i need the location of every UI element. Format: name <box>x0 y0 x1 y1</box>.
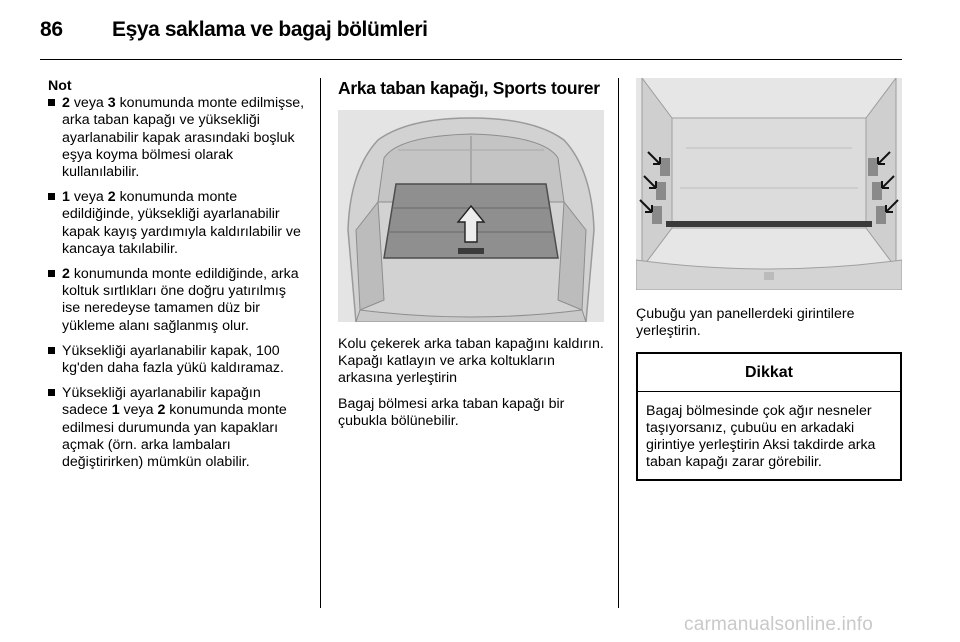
position-number: 1 <box>62 189 70 206</box>
note-text: konumunda monte edildiğinde, arka koltuk sırtlıkları öne doğru yatırılmış ise neredeyse tamamen düz bir yükleme alanı sağlanmış olur. <box>62 266 299 334</box>
position-number: 2 <box>62 266 70 283</box>
caution-title: Dikkat <box>638 354 900 391</box>
note-item <box>48 343 306 377</box>
note-text: konumunda monte edildiğinde, yüksekliği ayarlanabilir kapak kayış yardımıyla kaldırılabilir ve kancaya takılabilir. <box>62 189 301 257</box>
position-number: 2 <box>157 402 166 419</box>
position-number: 3 <box>107 95 116 112</box>
caution-box <box>636 352 902 481</box>
bullet-icon <box>48 193 55 200</box>
divider-bar-illustration <box>636 78 902 290</box>
note-column <box>48 78 306 479</box>
watermark: carmanualsonline.info <box>684 614 874 635</box>
position-number: 2 <box>62 95 70 112</box>
load-floor-section <box>338 78 604 438</box>
bullet-icon <box>48 270 55 277</box>
bullet-icon <box>48 99 55 106</box>
header-rule <box>40 59 902 60</box>
bullet-icon <box>48 389 55 396</box>
caution-text: Bagaj bölmesinde çok ağır nesneler taşıyorsanız, çubuüu en arkadaki girintiye yerleştirin Aksi takdirde arka taban kapağı zarar görebilir. <box>646 402 876 471</box>
section-paragraph-2: Bagaj bölmesi arka taban kapağı bir çubukla bölünebilir. <box>338 395 565 429</box>
note-text: veya <box>69 189 108 206</box>
section-paragraph-1: Kolu çekerek arka taban kapağını kaldırın. Kapağı katlayın ve arka koltukların arkasına yerleştirin <box>338 336 604 387</box>
note-item <box>48 385 306 471</box>
page-title: Eşya saklama ve bagaj bölümleri <box>112 18 428 41</box>
note-text: veya <box>119 402 158 419</box>
note-text: veya <box>69 95 108 112</box>
note-text: Yüksekliği ayarlanabilir kapak, 100 kg'den daha fazla yükü kaldıramaz. <box>62 342 284 377</box>
note-item <box>48 95 306 181</box>
note-text: Yüksekliği ayarlanabilir kapağın sadece <box>62 385 261 419</box>
note-item <box>48 266 306 335</box>
column-divider-right <box>618 78 619 608</box>
page-number: 86 <box>40 18 63 41</box>
bullet-icon <box>48 347 55 354</box>
note-text: konumunda monte edilmişse, arka taban kapağı ve yüksekliği ayarlanabilir kapak arasındaki boşluk eşya koyma bölmesi olarak kullanılabilir. <box>62 95 305 181</box>
note-title: Not <box>48 78 72 94</box>
illustration-caption: Çubuğu yan panellerdeki girintilere yerleştirin. <box>636 306 855 340</box>
position-number: 2 <box>107 189 116 206</box>
position-number: 1 <box>111 402 120 419</box>
note-text: konumunda monte edilmesi durumunda yan kapakları açmak (örn. arka lambaları değiştirirken) mümkün olabilir. <box>62 402 287 471</box>
note-item <box>48 189 306 258</box>
load-floor-cover-illustration <box>338 110 604 322</box>
section-heading: Arka taban kapağı, Sports tourer <box>338 78 600 98</box>
page-header <box>0 0 960 62</box>
note-list <box>48 95 306 471</box>
right-column <box>636 78 902 481</box>
column-divider-left <box>320 78 321 608</box>
